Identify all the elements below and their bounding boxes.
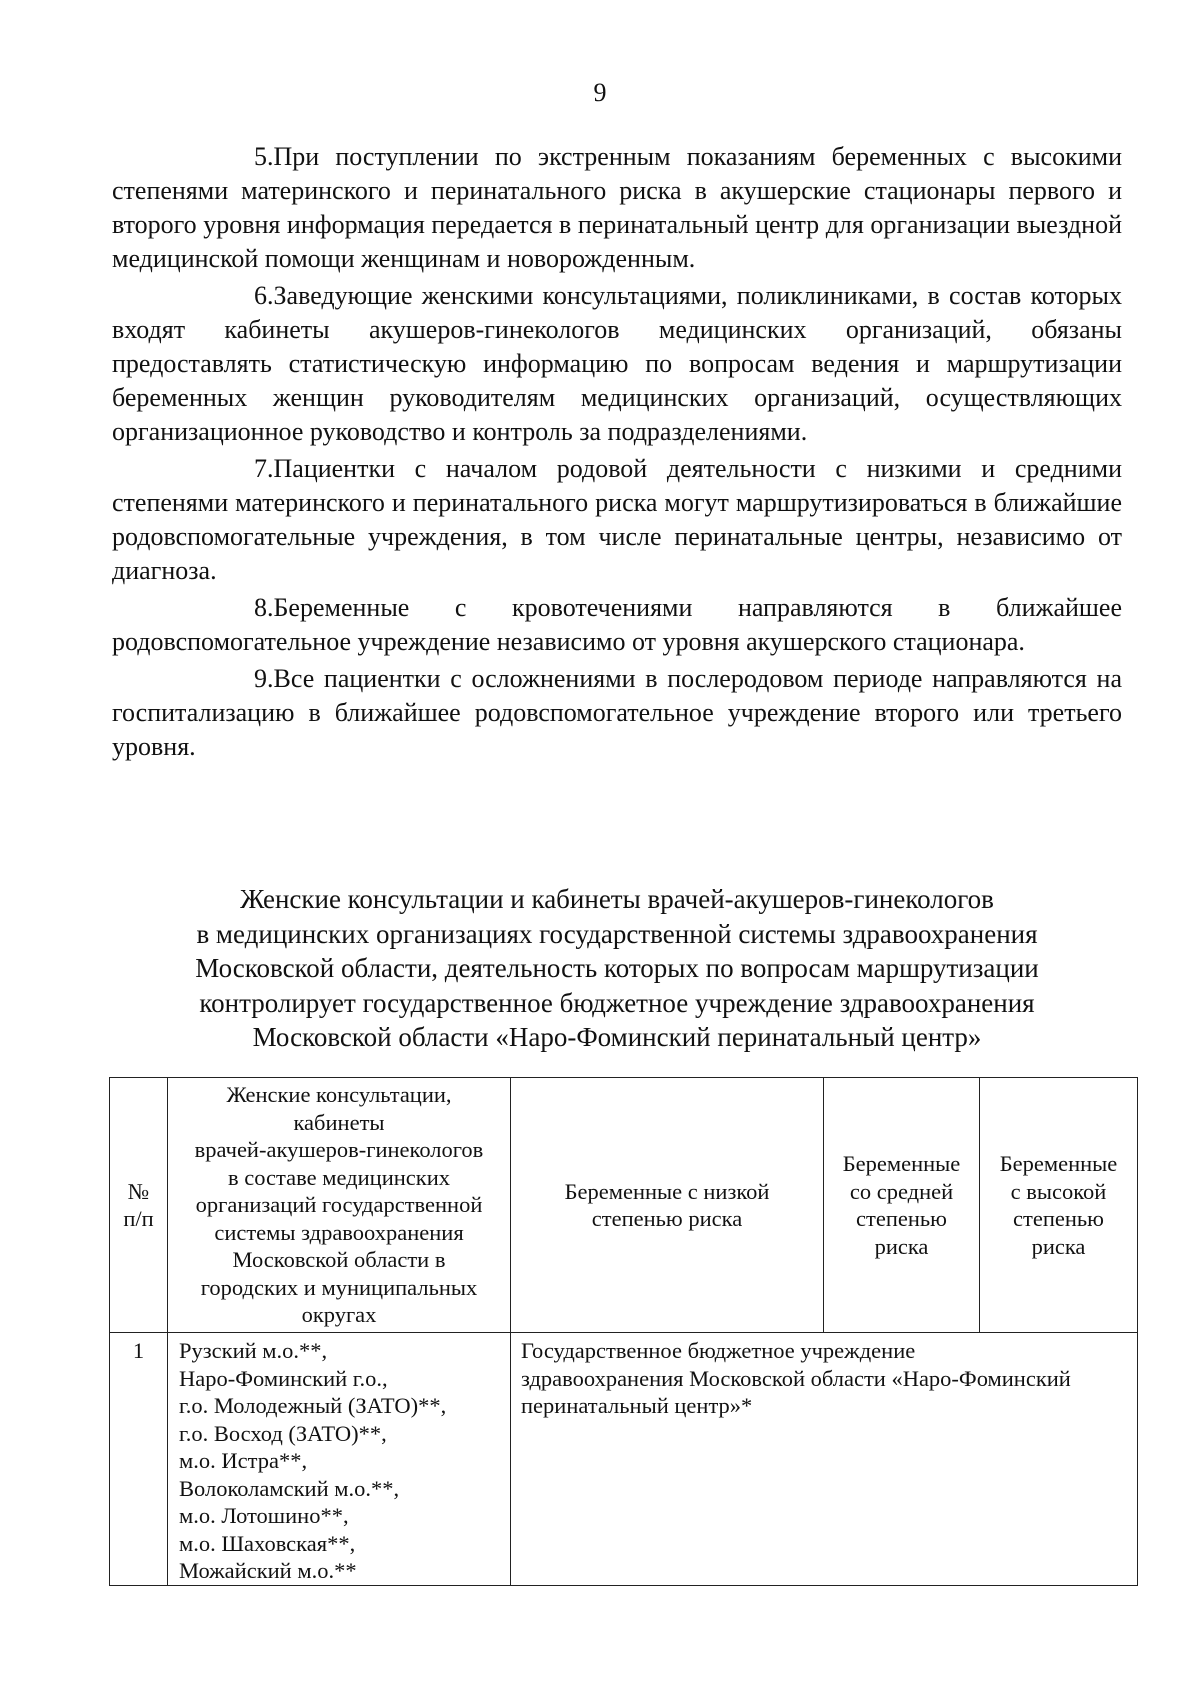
paragraph-number: 9. <box>254 664 274 693</box>
paragraph-text: Все пациентки с осложнениями в послеродовом периоде направляются на госпитализацию в ближайшее родовспомогательное учреждение второго или третьего уровня. <box>112 664 1122 761</box>
body-text <box>112 140 1122 767</box>
routing-table <box>109 1077 1138 1586</box>
paragraph-number: 8. <box>254 593 274 622</box>
paragraph-9 <box>112 662 1122 764</box>
paragraph-text: Заведующие женскими консультациями, поликлиниками, в состав которых входят кабинеты акушеров-гинекологов медицинских организаций, обязаны предоставлять статистическую информацию по вопросам ведения и маршрутизации беременных женщин руководителям медицинских организаций, осуществляющих организационное руководство и контроль за подразделениями. <box>112 281 1122 446</box>
paragraph-number: 5. <box>254 142 274 171</box>
paragraph-7 <box>112 452 1122 588</box>
header-low-risk: Беременные с низкой степенью риска <box>511 1078 824 1333</box>
paragraph-number: 7. <box>254 454 274 483</box>
row-areas: Рузский м.о.**, Наро-Фоминский г.о., г.о. Молодежный (ЗАТО)**, г.о. Восход (ЗАТО)**, м.о. Истра**, Волоколамский м.о.**, м.о. Лотошино**, м.о. Шаховская**, Можайский м.о.** <box>168 1333 511 1586</box>
table-header-row <box>110 1078 1138 1333</box>
paragraph-number: 6. <box>254 281 274 310</box>
heading-line: Московской области, деятельность которых по вопросам маршрутизации <box>195 953 1039 983</box>
paragraph-6 <box>112 279 1122 449</box>
paragraph-5 <box>112 140 1122 276</box>
header-num: № п/п <box>110 1078 168 1333</box>
heading-line: Московской области «Наро-Фоминский перинатальный центр» <box>252 1022 982 1052</box>
header-high-risk: Беременные с высокой степенью риска <box>980 1078 1138 1333</box>
table-heading <box>112 882 1122 1055</box>
header-consultations: Женские консультации, кабинеты врачей-акушеров-гинекологов в составе медицинских организаций государственной системы здравоохранения Московской области в городских и муниципальных округах <box>168 1078 511 1333</box>
heading-line: Женские консультации и кабинеты врачей-акушеров-гинекологов <box>240 884 994 914</box>
row-number: 1 <box>110 1333 168 1586</box>
row-organization: Государственное бюджетное учреждение здравоохранения Московской области «Наро-Фоминский перинатальный центр»* <box>511 1333 1138 1586</box>
heading-line: контролирует государственное бюджетное учреждение здравоохранения <box>199 987 1035 1018</box>
paragraph-text: При поступлении по экстренным показаниям беременных с высокими степенями материнского и перинатального риска в акушерские стационары первого и второго уровня информация передается в перинатальный центр для организации выездной медицинской помощи женщинам и новорожденным. <box>112 142 1122 273</box>
page-number: 9 <box>593 78 607 107</box>
paragraph-text: Беременные с кровотечениями направляются в ближайшее родовспомогательное учреждение независимо от уровня акушерского стационара. <box>112 593 1122 656</box>
paragraph-8 <box>112 591 1122 659</box>
paragraph-text: Пациентки с началом родовой деятельности с низкими и средними степенями материнского и перинатального риска могут маршрутизироваться в ближайшие родовспомогательные учреждения, в том числе перинатальные центры, независимо от диагноза. <box>112 454 1122 585</box>
header-medium-risk: Беременные со средней степенью риска <box>824 1078 980 1333</box>
heading-line: в медицинских организациях государственной системы здравоохранения <box>196 918 1038 949</box>
table-row <box>110 1333 1138 1586</box>
